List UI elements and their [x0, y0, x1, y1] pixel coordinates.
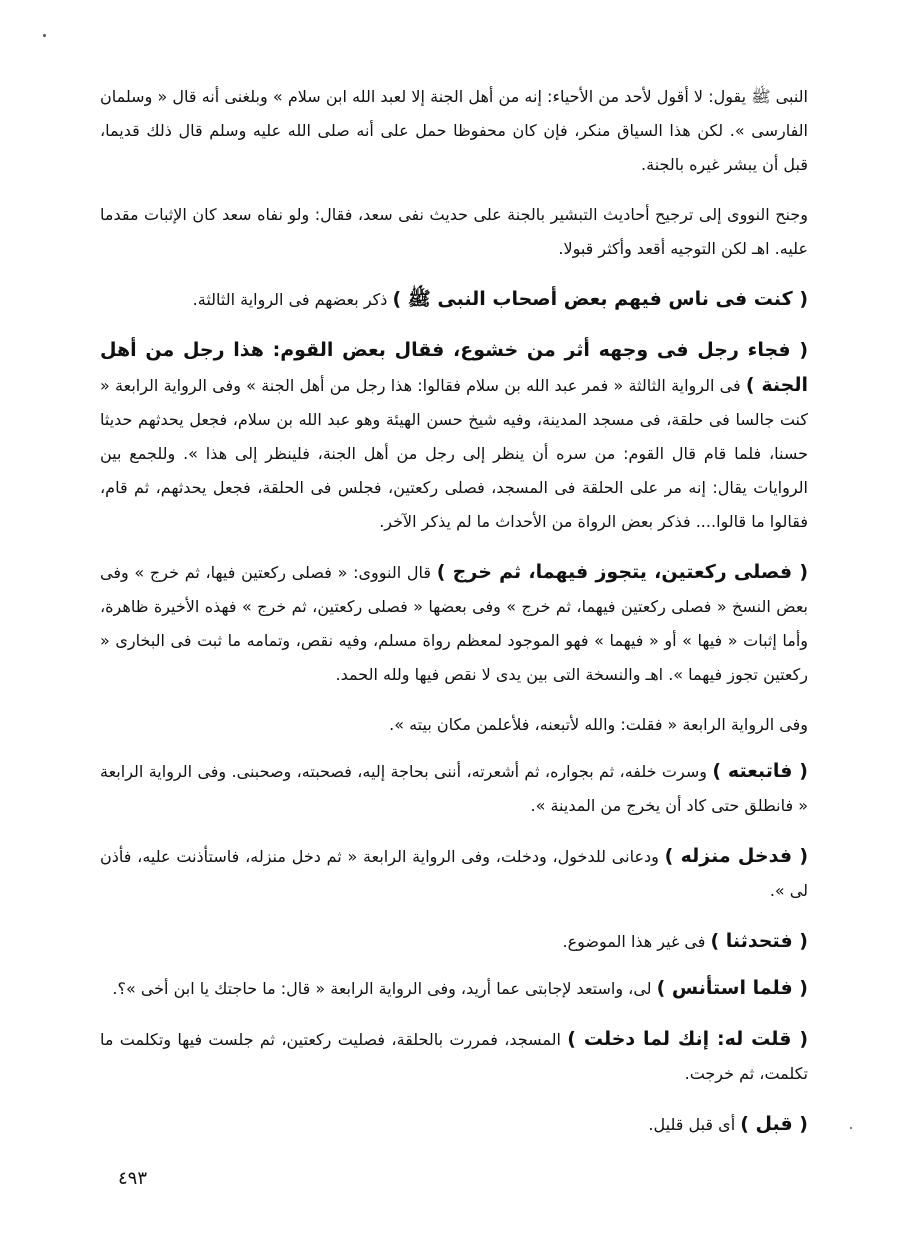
paragraph-12 — [100, 1107, 808, 1142]
lemma-heading: ( فتحدثنا ) — [710, 930, 808, 952]
paragraph-7 — [100, 754, 808, 823]
paragraph-10 — [100, 971, 808, 1006]
paragraph-text: ودعانى للدخول، ودخلت، وفى الرواية الرابعة « ثم دخل منزله، فاستأذنت عليه، فأذن لى ». — [100, 847, 808, 900]
scan-speck — [850, 1127, 852, 1129]
lemma-heading: ( قلت له: إنك لما دخلت ) — [567, 1028, 808, 1050]
lemma-heading: ( فدخل منزله ) — [664, 845, 808, 867]
page-number: ٤٩٣ — [118, 1168, 148, 1189]
paragraph-3 — [100, 282, 808, 317]
paragraph-text: المسجد، فمررت بالحلقة، فصليت ركعتين، ثم جلست فيها وتكلمت ما تكلمت، ثم خرجت. — [100, 1030, 808, 1083]
lemma-heading: ( فاتبعته ) — [712, 760, 808, 782]
paragraph-text: لى، واستعد لإجابتى عما أريد، وفى الرواية الرابعة « قال: ما حاجتك يا ابن أخى »؟. — [112, 979, 652, 998]
scan-speck — [43, 34, 46, 37]
paragraph-text: وسرت خلفه، ثم بجواره، ثم أشعرته، أننى بحاجة إليه، فصحبته، وصحبنى. وفى الرواية الرابعة « فانطلق حتى كاد أن يخرج من المدينة ». — [100, 762, 808, 815]
paragraph-8 — [100, 839, 808, 908]
paragraph-text: فى غير هذا الموضوع. — [562, 932, 706, 951]
lemma-heading: ( كنت فى ناس فيهم بعض أصحاب النبى ﷺ ) — [392, 288, 808, 310]
paragraph-text: فى الرواية الثالثة « فمر عبد الله بن سلام فقالوا: هذا رجل من أهل الجنة » وفى الرواية الرابعة « كنت جالسا فى حلقة، فى مسجد المدينة، وفيه شيخ حسن الهيئة وهو عبد الله بن سلام، فجعل يحدثهم حديثا حسنا، فلما قام قال القوم: من سره أن ينظر إلى رجل من أهل الجنة، فلينظر إلى هذا ». وللجمع بين الروايات يقال: إنه مر على الحلقة فى المسجد، فصلى ركعتين، فجلس فى الحلقة، فجعل يحدثهم، ثم قام، فقالوا ما قالوا.... فذكر بعض الرواة من الأحداث ما لم يذكر الآخر. — [100, 376, 808, 531]
paragraph-4 — [100, 333, 808, 539]
paragraph-1 — [100, 80, 808, 182]
paragraph-11 — [100, 1022, 808, 1091]
paragraph-9 — [100, 924, 808, 959]
paragraph-text: وفى الرواية الرابعة « فقلت: والله لأتبعنه، فلأعلمن مكان بيته ». — [389, 715, 808, 734]
paragraph-6 — [100, 708, 808, 742]
lemma-heading: ( فصلى ركعتين، يتجوز فيهما، ثم خرج ) — [436, 561, 809, 583]
paragraph-text: النبى ﷺ يقول: لا أقول لأحد من الأحياء: إنه من أهل الجنة إلا لعبد الله ابن سلام » وبلغنى أنه قال « وسلمان الفارسى ». لكن هذا السياق منكر، فإن كان محفوظا حمل على أنه صلى الله عليه وسلم قال ذلك قديما، قبل أن يبشر غيره بالجنة. — [100, 87, 808, 174]
paragraph-text: قال النووى: « فصلى ركعتين فيها، ثم خرج » وفى بعض النسخ « فصلى ركعتين فيهما، ثم خرج » وفى بعضها « فصلى ركعتين، ثم خرج » فهذه الأخيرة ظاهرة، وأما إثبات « فيها » أو « فيهما » فهو الموجود لمعظم رواة مسلم، وفيه نقص، وتمامه ما ثبت فى البخارى « ركعتين تجوز فيهما ». اهـ والنسخة التى بين يدى لا نقص فيها ولله الحمد. — [100, 563, 808, 684]
paragraph-text: ذكر بعضهم فى الرواية الثالثة. — [192, 290, 388, 309]
paragraph-text: أى قبل قليل. — [648, 1115, 736, 1134]
paragraph-2 — [100, 198, 808, 266]
paragraph-5 — [100, 555, 808, 692]
page-text — [100, 80, 808, 1158]
lemma-heading: ( قبل ) — [740, 1113, 808, 1135]
lemma-heading: ( فلما استأنس ) — [656, 977, 808, 999]
paragraph-text: وجنح النووى إلى ترجيح أحاديث التبشير بالجنة على حديث نفى سعد، فقال: ولو نفاه سعد كان الإثبات مقدما عليه. اهـ لكن التوجيه أقعد وأكثر قبولا. — [100, 205, 808, 258]
lemma-heading: ( فجاء رجل فى وجهه أثر من خشوع، فقال بعض القوم: هذا رجل من أهل الجنة ) — [100, 339, 808, 396]
